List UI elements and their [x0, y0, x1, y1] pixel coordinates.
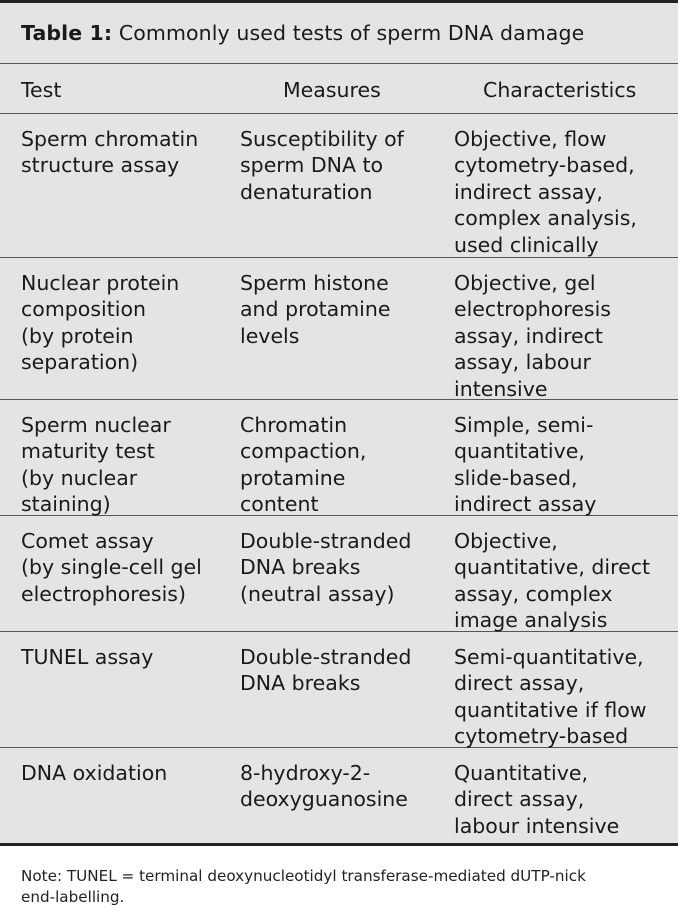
cell-line: quantitative if flow	[454, 697, 647, 722]
cell-line: structure assay	[21, 153, 180, 178]
cell-measures	[240, 644, 445, 697]
cell-line: Susceptibility of	[240, 127, 404, 151]
cell-line: protamine	[240, 465, 346, 490]
header-test: Test	[21, 78, 62, 102]
cell-line: Double-stranded	[240, 645, 412, 669]
cell-line: Semi-quantitative,	[454, 645, 644, 669]
table-row	[0, 516, 678, 632]
table-caption: Commonly used tests of sperm DNA damage	[118, 21, 585, 45]
cell-line: labour intensive	[454, 813, 620, 838]
cell-measures	[240, 528, 445, 607]
cell-line: deoxyguanosine	[240, 787, 408, 812]
cell-line: quantitative,	[454, 439, 585, 464]
cell-characteristics	[454, 126, 676, 258]
table-row	[0, 258, 678, 400]
cell-line: TUNEL assay	[21, 645, 154, 669]
table-row	[0, 632, 678, 748]
cell-line: Sperm nuclear	[21, 413, 171, 437]
cell-line: Sperm histone	[240, 271, 389, 295]
cell-line: intensive	[454, 376, 548, 401]
table-row	[0, 114, 678, 258]
cell-line: image analysis	[454, 608, 608, 633]
header-measures: Measures	[283, 78, 381, 102]
cell-line: direct assay,	[454, 787, 585, 812]
cell-line: assay, labour	[454, 350, 591, 375]
cell-line: cytometry-based	[454, 724, 629, 749]
cell-measures	[240, 412, 445, 518]
cell-line: Quantitative,	[454, 761, 589, 785]
cell-test	[21, 644, 231, 670]
header-characteristics: Characteristics	[483, 78, 637, 102]
cell-test	[21, 760, 231, 786]
cell-line: slide-based,	[454, 465, 578, 490]
table-title	[0, 0, 678, 64]
cell-line: (neutral assay)	[240, 581, 395, 606]
cell-line: assay, indirect	[454, 323, 603, 348]
cell-line: maturity test	[21, 439, 155, 464]
table-header-row	[0, 64, 678, 114]
table-body	[0, 114, 678, 846]
cell-line: DNA oxidation	[21, 761, 168, 785]
cell-test	[21, 270, 231, 376]
cell-test	[21, 126, 231, 179]
cell-line: (by single-cell gel	[21, 555, 202, 580]
cell-line: assay, complex	[454, 581, 613, 606]
cell-line: used clinically	[454, 232, 599, 257]
cell-measures	[240, 126, 445, 205]
cell-line: cytometry-based,	[454, 153, 635, 178]
cell-line: 8-hydroxy-2-	[240, 761, 371, 785]
cell-line: (by protein	[21, 323, 134, 348]
cell-line: quantitative, direct	[454, 555, 651, 580]
cell-characteristics	[454, 644, 676, 750]
cell-line: Comet assay	[21, 529, 154, 553]
cell-line: DNA breaks	[240, 555, 361, 580]
cell-line: complex analysis,	[454, 206, 637, 231]
table-row	[0, 400, 678, 516]
cell-line: Double-stranded	[240, 529, 412, 553]
cell-line: electrophoresis)	[21, 581, 186, 606]
cell-line: content	[240, 492, 319, 517]
cell-line: Objective, flow	[454, 127, 607, 151]
cell-line: separation)	[21, 350, 139, 375]
cell-line: Sperm chromatin	[21, 127, 199, 151]
cell-characteristics	[454, 270, 676, 402]
cell-test	[21, 528, 231, 607]
cell-line: sperm DNA to	[240, 153, 384, 178]
cell-characteristics	[454, 528, 676, 634]
cell-line: Objective,	[454, 529, 558, 553]
cell-line: DNA breaks	[240, 671, 361, 696]
cell-line: Chromatin	[240, 413, 348, 437]
note-line: Note: TUNEL = terminal deoxynucleotidyl transferase-mediated dUTP-nick	[21, 867, 586, 885]
table-label: Table 1:	[21, 21, 113, 45]
cell-characteristics	[454, 760, 676, 839]
cell-line: (by nuclear	[21, 465, 138, 490]
table-note	[21, 866, 661, 908]
note-line: end-labelling.	[21, 888, 125, 906]
cell-line: indirect assay,	[454, 179, 603, 204]
cell-line: Simple, semi-	[454, 413, 594, 437]
cell-line: denaturation	[240, 179, 373, 204]
cell-characteristics	[454, 412, 676, 518]
cell-line: direct assay,	[454, 671, 585, 696]
table-row	[0, 748, 678, 846]
cell-line: Nuclear protein	[21, 271, 180, 295]
cell-line: electrophoresis	[454, 297, 611, 322]
cell-line: staining)	[21, 492, 111, 517]
cell-line: and protamine	[240, 297, 391, 322]
cell-line: indirect assay	[454, 492, 597, 517]
cell-test	[21, 412, 231, 518]
cell-measures	[240, 270, 445, 349]
cell-line: levels	[240, 323, 300, 348]
cell-line: Objective, gel	[454, 271, 596, 295]
cell-line: composition	[21, 297, 146, 322]
cell-measures	[240, 760, 445, 813]
cell-line: compaction,	[240, 439, 367, 464]
